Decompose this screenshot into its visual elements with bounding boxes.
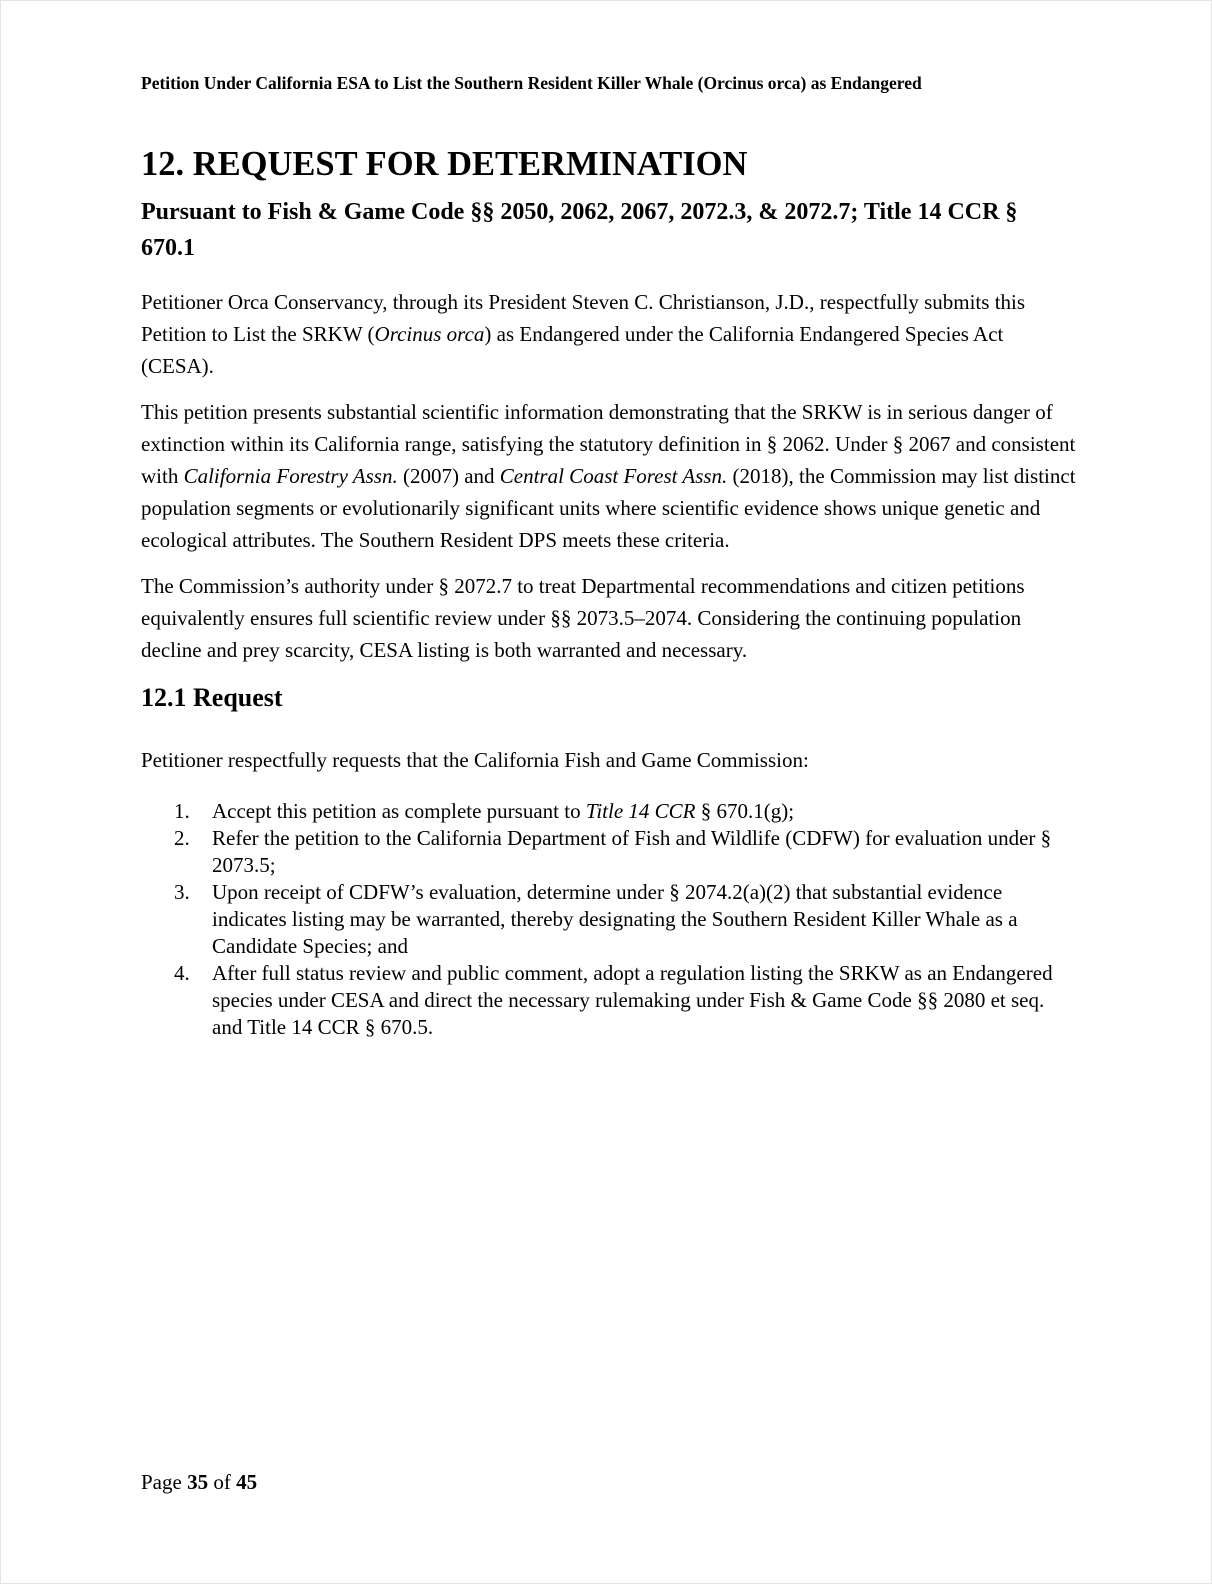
list-item-text: Upon receipt of CDFW’s evaluation, determine under § 2074.2(a)(2) that substantial evidence indicates listing may be warranted, thereby designating the Southern Resident Killer Whale as a Candidate Species; and <box>212 880 1018 958</box>
intro-text-end: ) as Endangered under the California Endangered Species Act (CESA). <box>141 322 1004 378</box>
list-item-text-end: § 670.1(g); <box>695 799 795 823</box>
intro-text: Petitioner Orca Conservancy, through its President Steven C. Christianson, J.D., respectfully submits this Petition to List the SRKW ( <box>141 290 1026 346</box>
regulation-citation-italic: Title 14 CCR <box>585 799 696 823</box>
case-citation-2: Central Coast Forest Assn. <box>499 464 728 488</box>
total-pages-number: 45 <box>236 1470 258 1494</box>
authority-paragraph: The Commission’s authority under § 2072.7 to treat Departmental recommendations and citizen petitions equivalently ensures full scientific review under §§ 2073.5–2074. Considering the continuing population decline and prey scarcity, CESA listing is both warranted and necessary. <box>141 574 1025 662</box>
evidence-text: This petition presents substantial scientific information demonstrating that the SRKW is in serious danger of extinction within its California range, satisfying the statutory definition in § 2062. Under § 2067 and consistent with <box>141 400 1076 488</box>
intro-paragraph <box>141 286 1076 382</box>
evidence-text-end: (2018), the Commission may list distinct population segments or evolutionarily significant units where scientific evidence shows unique genetic and ecological attributes. The Southern Resident DPS meets these criteria. <box>141 464 1076 552</box>
section-subtitle: Pursuant to Fish & Game Code §§ 2050, 2062, 2067, 2072.3, & 2072.7; Title 14 CCR § 670.1 <box>141 199 1018 261</box>
evidence-paragraph <box>141 396 1076 556</box>
current-page-number: 35 <box>187 1470 209 1494</box>
section-title: 12. REQUEST FOR DETERMINATION <box>141 145 748 183</box>
request-intro: Petitioner respectfully requests that the California Fish and Game Commission: <box>141 748 809 772</box>
subsection-title: 12.1 Request <box>141 683 283 712</box>
page-label: Page <box>141 1470 182 1494</box>
running-header: Petition Under California ESA to List the Southern Resident Killer Whale (Orcinus orca) as Endangered <box>141 73 922 93</box>
list-item <box>141 798 1076 825</box>
species-name-italic: Orcinus orca <box>374 322 485 346</box>
list-item <box>141 825 1076 879</box>
of-label: of <box>213 1470 231 1494</box>
list-item-text: After full status review and public comment, adopt a regulation listing the SRKW as an Endangered species under CESA and direct the necessary rulemaking under Fish & Game Code §§ 2080 et seq. and Title 14 CCR § 670.5. <box>212 961 1053 1039</box>
page-number-footer <box>141 1470 257 1495</box>
request-list <box>141 798 1076 1041</box>
list-item <box>141 879 1076 960</box>
case-citation-1: California Forestry Assn. <box>183 464 398 488</box>
list-item-text: Accept this petition as complete pursuant to <box>212 799 586 823</box>
list-item-text: Refer the petition to the California Department of Fish and Wildlife (CDFW) for evaluation under § 2073.5; <box>212 826 1052 877</box>
list-number: 4. <box>174 961 190 985</box>
list-item <box>141 960 1076 1041</box>
evidence-text-mid: (2007) and <box>397 464 500 488</box>
list-number: 3. <box>174 880 190 904</box>
page-content <box>141 140 1076 1041</box>
list-number: 1. <box>174 799 190 823</box>
list-number: 2. <box>174 826 190 850</box>
